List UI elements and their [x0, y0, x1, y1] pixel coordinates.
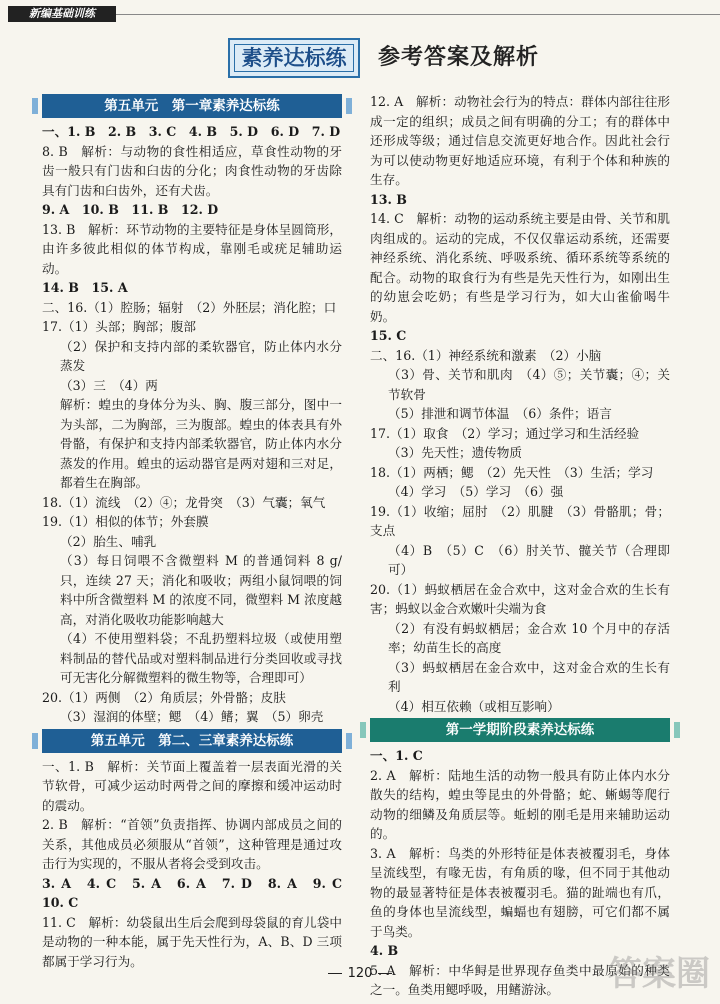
- answer-line: 一、1. B 2. B 3. C 4. B 5. D 6. D 7. D: [42, 124, 341, 139]
- answer-line: 13. B: [370, 191, 407, 207]
- answer-line: 20.（1）两侧 （2）角质层；外骨骼；皮肤: [42, 689, 286, 705]
- answer-line: 3. A 4. C 5. A 6. A 7. D 8. A 9. C 10. C: [42, 875, 355, 910]
- answer-line: 19.（1）相似的体节；外套膜: [42, 514, 209, 529]
- answer-line: 2. B 解析：“首领”负责指挥、协调内部成员之间的关系，其他成员必须服从“首领”，这种管理是通过攻击行为实现的，不服从者将会受到攻击。: [42, 817, 342, 871]
- answer-line: 17.（1）头部；胸部；腹部: [42, 319, 196, 334]
- page-header: [0, 38, 720, 82]
- page-number-text: 120: [347, 966, 373, 981]
- series-label: 新编基础训练: [8, 6, 116, 22]
- answer-line: 20.（1）蚂蚁栖居在金合欢中，这对金合欢的生长有害；蚂蚁以金合欢嫩叶尖端为食: [370, 581, 670, 616]
- answer-line: 18.（1）两栖；鳃 （2）先天性 （3）生活；学习: [370, 464, 654, 480]
- answer-line: 18.（1）流线 （2）④；龙骨突 （3）气囊；氧气: [42, 494, 326, 510]
- answer-line: 19.（1）收缩；屈肘 （2）肌腱 （3）骨骼肌；骨；支点: [370, 503, 670, 538]
- answer-line: 14. C 解析：动物的运动系统主要是由骨、关节和肌肉组成的。运动的完成，不仅仅靠运动系统，还需要神经系统、消化系统、呼吸系统、循环系统等系统的配合。动物的取食行为有些是先天性行为，如刚出生的幼崽会吃奶；有些是学习行为，如大山雀偷喝牛奶。: [370, 211, 670, 324]
- answer-line: 9. A 10. B 11. B 12. D: [42, 202, 219, 217]
- watermark-logo: 答案圈: [608, 954, 710, 994]
- answer-line: （2）胎生、哺乳: [60, 533, 157, 549]
- answer-line: （3）每日饲喂不含微塑料 M 的普通饲料 8 g/只，连续 27 天；消化和吸收；两组小鼠饲喂的饲料中所含微塑料 M 的浓度不同，微塑料 M 浓度越高，对消化吸收功能影响越大: [60, 553, 342, 627]
- answer-line: 3. A 解析：鸟类的外形特征是体表被覆羽毛，身体呈流线型，有喙无齿，有角质的喙，但不同于其他动物的最显著特征是体表被覆羽毛。猫的趾端也有爪，鱼的身体也呈流线型，蝙蝠也有翅膀，可它们都不属于鸟类。: [370, 845, 670, 939]
- answer-line: （3）三 （4）两: [60, 377, 158, 393]
- answer-line: 一、1. C: [370, 748, 423, 763]
- answer-line: 2. A 解析：陆地生活的动物一般具有防止体内水分散失的结构，蝗虫等昆虫的外骨骼；蛇、蜥蜴等爬行动物的细鳞及角质层等。蚯蚓的刚毛是用来辅助运动的。: [370, 767, 670, 841]
- answer-line: （3）骨、关节和肌肉 （4）⑤；关节囊；④；关节软骨: [388, 367, 670, 402]
- header-rule: [116, 14, 720, 15]
- answer-line: 4. B: [370, 943, 399, 958]
- page-title: 参考答案及解析: [378, 45, 540, 70]
- answer-line: （4）学习 （5）学习 （6）强: [388, 484, 564, 499]
- answer-line: 11. C 解析：幼袋鼠出生后会爬到母袋鼠的育儿袋中是动物的一种本能，属于先天性行为，A、B、D 三项都属于学习行为。: [42, 914, 342, 969]
- answer-line: 二、16.（1）腔肠；辐射 （2）外胚层；消化腔；口: [42, 299, 337, 315]
- section-badge: 素养达标练: [228, 38, 360, 78]
- answer-line: 二、16.（1）神经系统和激素 （2）小脑: [370, 347, 602, 363]
- answer-line: 一、1. B 解析：关节面上覆盖着一层表面光滑的关节软骨，可减少运动时两骨之间的摩擦和缓冲运动时的震动。: [42, 758, 342, 813]
- answer-line: （3）湿润的体壁；鳃 （4）鳍；翼 （5）卵壳: [60, 709, 324, 724]
- dash-left: [328, 973, 342, 974]
- answer-line: 13. B 解析：环节动物的主要特征是身体呈圆筒形，由许多彼此相似的体节构成，靠刚毛或疣足辅助运动。: [42, 221, 342, 276]
- left-column: [42, 92, 355, 971]
- section-band-3: 第一学期阶段素养达标练: [370, 718, 670, 742]
- answer-line: （3）先天性；遗传物质: [388, 445, 522, 460]
- section-band-2: 第五单元 第二、三章素养达标练: [42, 729, 342, 753]
- answer-line: 17.（1）取食 （2）学习；通过学习和生活经验: [370, 425, 640, 441]
- answer-line: 14. B 15. A: [42, 280, 128, 295]
- right-column: [370, 92, 670, 1000]
- dash-right: [378, 973, 392, 974]
- answer-line: 解析：蝗虫的身体分为头、胸、腹三部分，图中一为头部，二为胸部，三为腹部。蝗虫的体表具有外骨骼，有保护和支持内部柔软器官，防止体内水分蒸发的作用。蝗虫的运动器官是两对翅和三对足，都着生在胸部。: [60, 397, 342, 490]
- section-band-1: 第五单元 第一章素养达标练: [42, 94, 342, 118]
- answer-line: （4）不使用塑料袋；不乱扔塑料垃圾（或使用塑料制品的替代品或对塑料制品进行分类回收或寻找可无害化分解微塑料的微生物等，合理即可）: [60, 631, 342, 685]
- answer-line: （3）蚂蚁栖居在金合欢中，这对金合欢的生长有利: [388, 659, 670, 694]
- answer-line: 15. C: [370, 328, 407, 343]
- answer-line: 12. A 解析：动物社会行为的特点：群体内部往往形成一定的组织；成员之间有明确的分工；有的群体中还形成等级；通过信息交流更好地合作。因此社会行为可以使动物更好地适应环境，有利于个体和种族的生存。: [370, 94, 670, 187]
- answer-line: （5）排泄和调节体温 （6）条件；语言: [388, 406, 612, 421]
- answer-line: 8. B 解析：与动物的食性相适应，草食性动物的牙齿一般只有门齿和臼齿的分化；肉食性动物的牙齿除具有门齿和臼齿外，还有犬齿。: [42, 143, 342, 198]
- answer-line: （4）B （5）C （6）肘关节、髋关节（合理即可）: [388, 542, 670, 577]
- answer-line: 5. A 解析：中华鲟是世界现存鱼类中最原始的种类之一。鱼类用鳃呼吸，用鳍游泳。: [370, 962, 670, 997]
- answer-line: （2）保护和支持内部的柔软器官，防止体内水分蒸发: [60, 338, 342, 373]
- answer-line: （2）有没有蚂蚁栖居；金合欢 10 个月中的存活率；幼苗生长的高度: [388, 620, 670, 655]
- answer-line: （4）相互依赖（或相互影响）: [388, 698, 560, 714]
